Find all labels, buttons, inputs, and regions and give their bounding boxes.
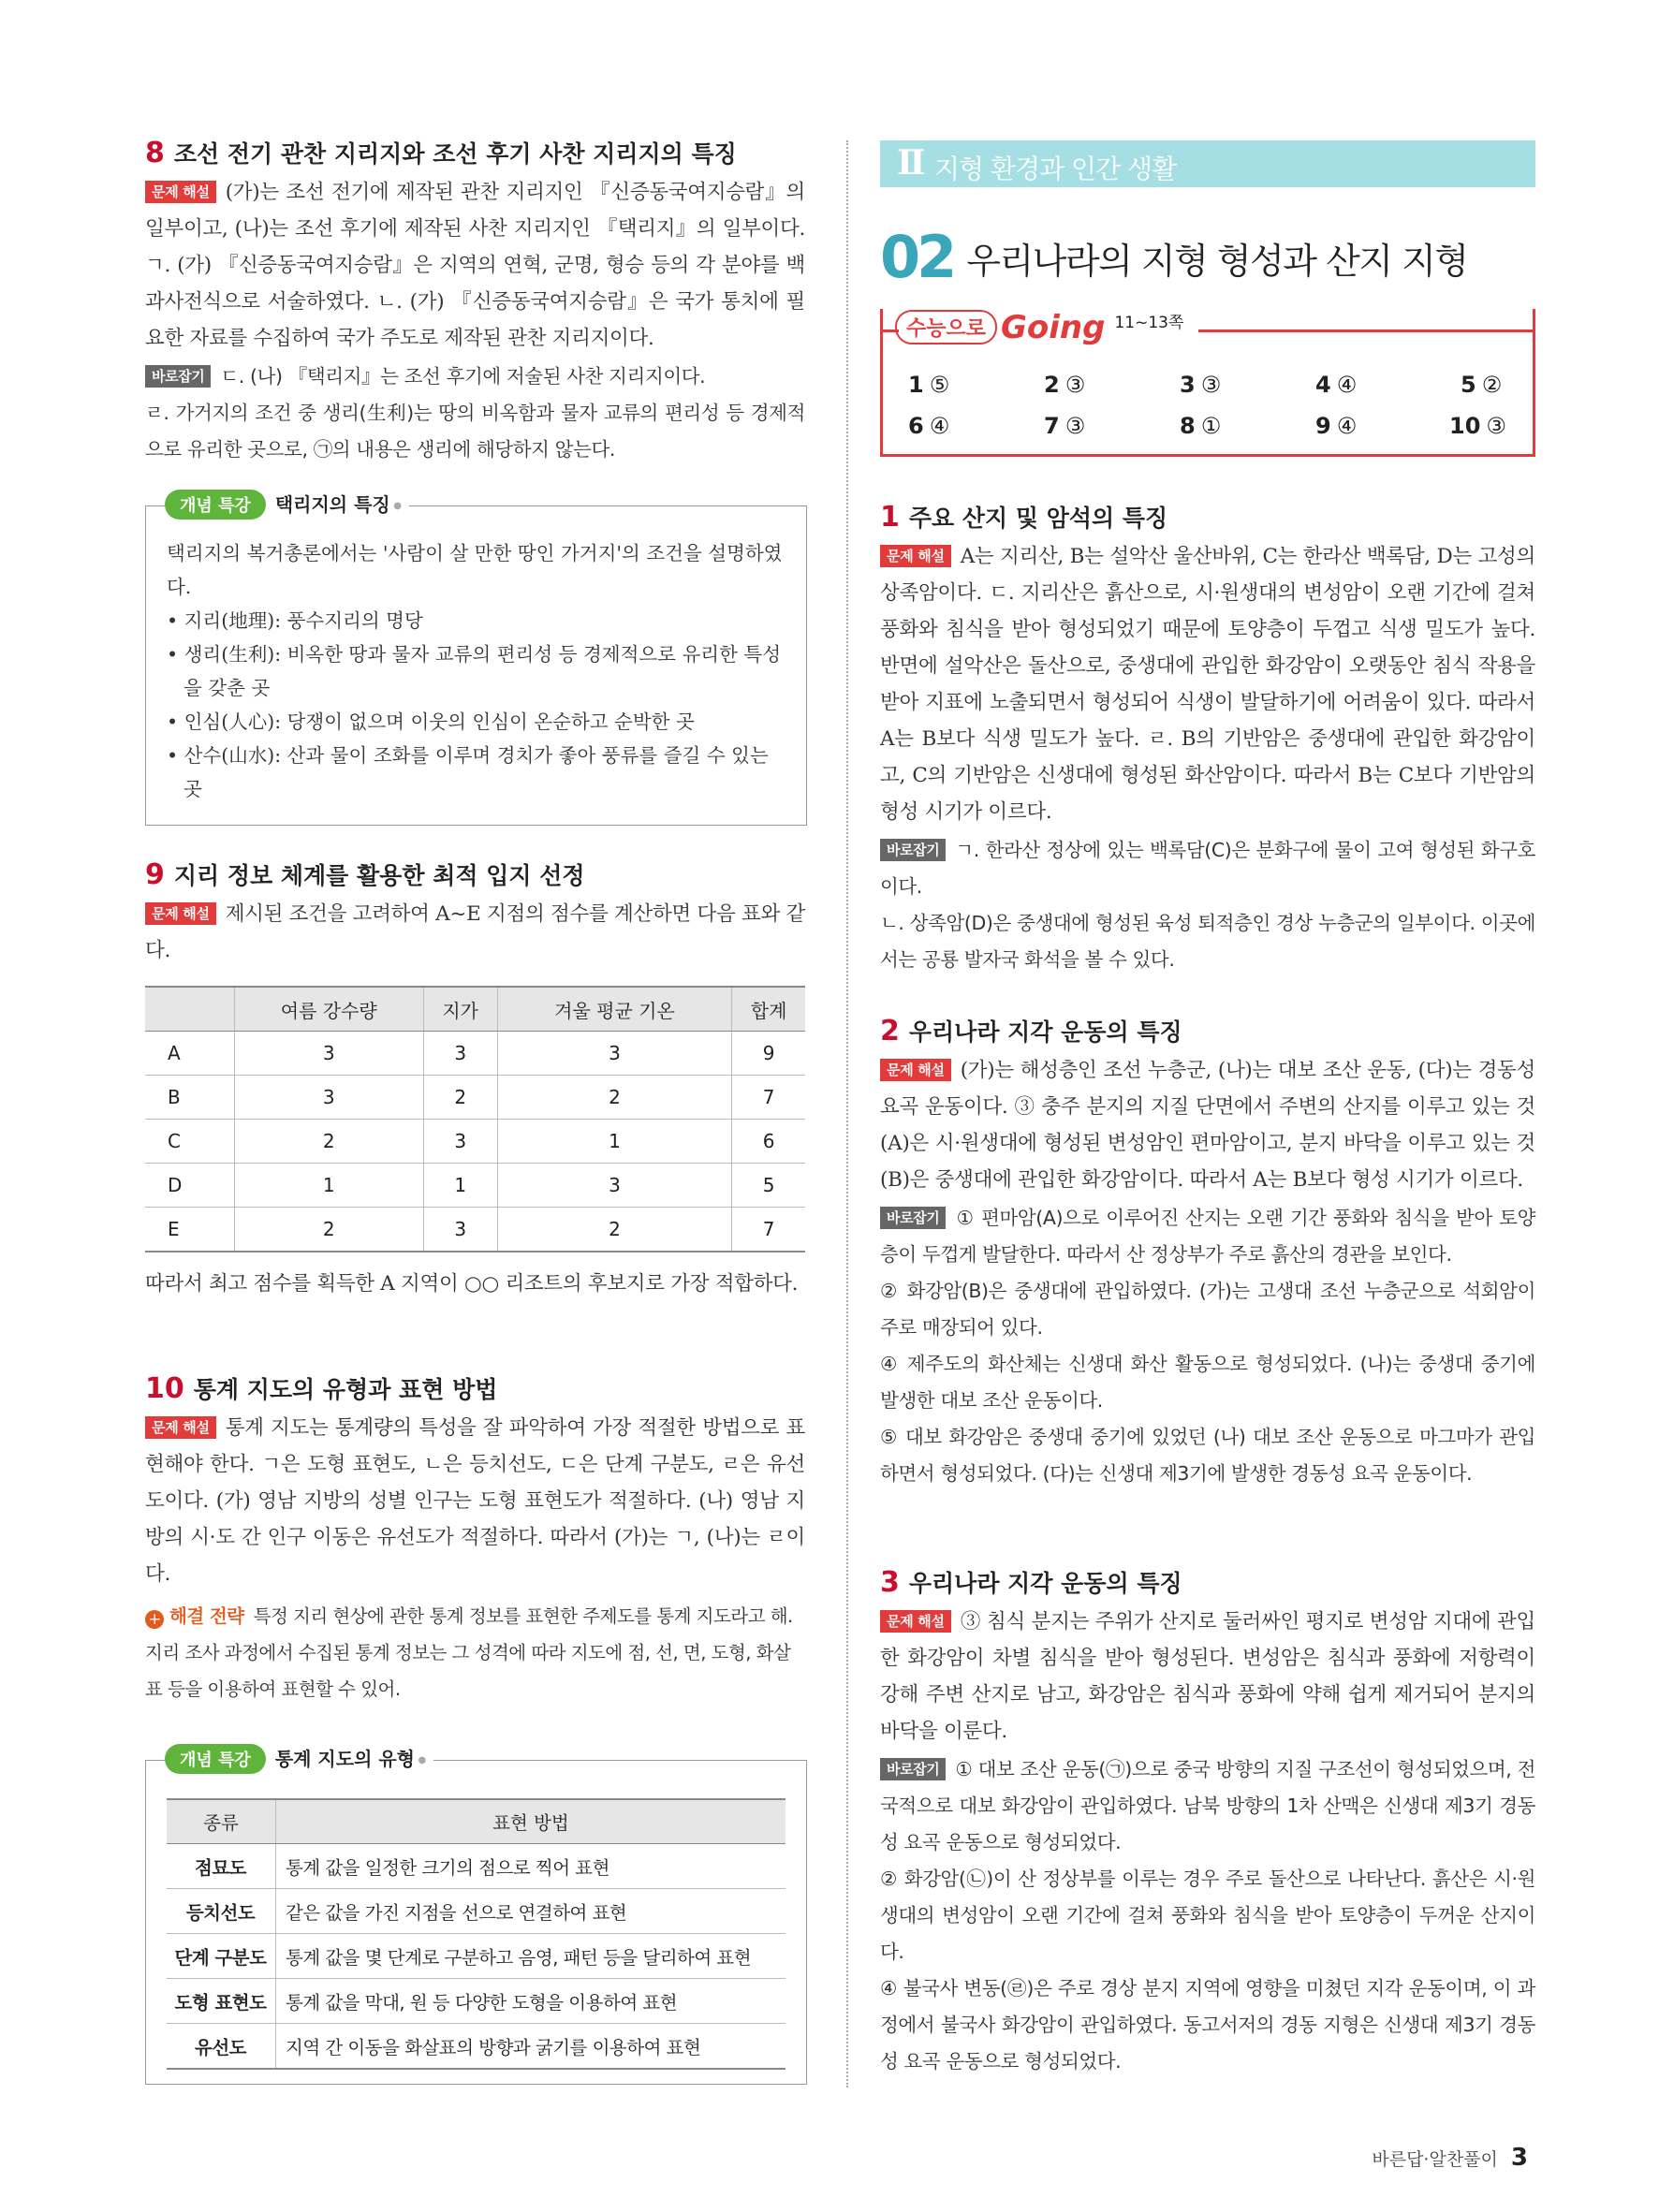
table-header [145, 987, 235, 1032]
table-cell: 2 [235, 1120, 424, 1164]
map-types-table [167, 1798, 785, 2070]
correction-paragraph [145, 359, 805, 395]
question-8-heading [145, 137, 805, 170]
table-cell: 6 [732, 1120, 805, 1164]
table-row [145, 1032, 805, 1076]
table-cell: D [145, 1164, 235, 1208]
table-cell: B [145, 1076, 235, 1120]
table-header: 여름 강수량 [235, 987, 424, 1032]
chapter-banner [880, 140, 1535, 187]
table-cell: 2 [497, 1208, 731, 1252]
question-9-heading [145, 858, 805, 892]
table-cell: 통계 값을 몇 단계로 구분하고 음영, 패턴 등을 달리하여 표현 [276, 1934, 786, 1979]
correction-tag: 바로잡기 [880, 1758, 946, 1780]
concept-box-taekriji [145, 493, 807, 826]
correction-paragraph: ㄴ. 상족암(D)은 중생대에 형성된 육성 퇴적층인 경상 누층군의 일부이다. 이곳에서는 공룡 발자국 화석을 볼 수 있다. [880, 912, 1535, 971]
solution-paragraph [880, 1604, 1535, 1750]
table-header: 종류 [167, 1799, 276, 1844]
table-cell: C [145, 1120, 235, 1164]
table-cell: 유선도 [167, 2024, 276, 2070]
concept-intro: 택리지의 복거총론에서는 '사람이 살 만한 땅인 가거지'의 조건을 설명하였다. [167, 542, 783, 598]
chapter-numeral: Ⅱ [897, 143, 926, 183]
question-number: 3 [880, 1566, 900, 1599]
table-cell: 2 [497, 1076, 731, 1120]
concept-body [146, 506, 806, 813]
going-header [895, 309, 1183, 346]
solution-paragraph [145, 896, 805, 969]
table-cell: 2 [235, 1208, 424, 1252]
concept-item: • 인심(人心): 당쟁이 없으며 이웃의 인심이 온순하고 순박한 곳 [167, 710, 695, 733]
answer-item: 9 ④ [1315, 413, 1358, 439]
question-1-heading [880, 501, 1535, 535]
table-cell: 등치선도 [167, 1889, 276, 1934]
table-cell: 3 [423, 1120, 497, 1164]
solution-paragraph [145, 1410, 805, 1592]
question-title: 우리나라 지각 운동의 특징 [908, 1570, 1182, 1597]
table-cell: 지역 간 이동을 화살표의 방향과 굵기를 이용하여 표현 [276, 2024, 786, 2070]
table-cell: 1 [235, 1164, 424, 1208]
correction-paragraph: ⑤ 대보 화강암은 중생대 중기에 있었던 (나) 대보 조산 운동으로 마그마가 관입하면서 형성되었다. (다)는 신생대 제3기에 발생한 경동성 요곡 운동이다. [880, 1426, 1535, 1485]
plus-icon: + [145, 1610, 164, 1629]
table-cell: 도형 표현도 [167, 1979, 276, 2024]
question-title: 주요 산지 및 암석의 특징 [908, 505, 1168, 532]
correction-paragraph: ④ 제주도의 화산체는 신생대 화산 활동으로 형성되었다. (나)는 중생대 중기에 발생한 대보 조산 운동이다. [880, 1353, 1535, 1412]
correction-paragraph [880, 832, 1535, 905]
question-2-heading [880, 1015, 1535, 1048]
question-title: 통계 지도의 유형과 표현 방법 [193, 1376, 498, 1403]
solution-tag: 문제 해설 [880, 1059, 951, 1081]
table-cell: 3 [423, 1032, 497, 1076]
question-2 [880, 1015, 1535, 1492]
table-cell: 7 [732, 1208, 805, 1252]
concept-box-statistical-maps [145, 1748, 807, 2085]
table-cell: 2 [423, 1076, 497, 1120]
solution-text: (가)는 조선 전기에 제작된 관찬 지리지인 『신증동국여지승람』의 일부이고, (나)는 조선 후기에 제작된 사찬 지리지인 『택리지』의 일부이다. ㄱ. (가) 『신증동국여지승람』은 지역의 연혁, 군명, 형승 등의 각 분야를 백과사전식으로 서술하였다. ㄴ. (가) 『신증동국여지승람』은 국가 통치에 필요한 자료를 수집하여 국가 주도로 제작된 관찬 지리지이다. [145, 181, 805, 350]
concept-table-wrap [146, 1761, 806, 2070]
table-header: 표현 방법 [276, 1799, 786, 1844]
answer-item: 6 ④ [908, 413, 950, 439]
correction-paragraph: ② 화강암(B)은 중생대에 관입하였다. (가)는 고생대 조선 누층군으로 석회암이 주로 매장되어 있다. [880, 1280, 1535, 1339]
question-10 [145, 1372, 805, 1707]
concept-pill: 개념 특강 [165, 1744, 266, 1774]
column-divider [846, 140, 848, 2087]
table-header: 지가 [423, 987, 497, 1032]
table-cell: 3 [497, 1164, 731, 1208]
correction-paragraph: ② 화강암(㉡)이 산 정상부를 이루는 경우 주로 돌산으로 나타난다. 흙산은 시·원생대의 변성암이 오랜 기간에 걸쳐 풍화와 침식을 받아 토양층이 두꺼운 산지이다. [880, 1868, 1535, 1963]
question-number: 10 [145, 1372, 184, 1405]
question-number: 8 [145, 137, 165, 169]
solution-text: 통계 지도는 통계량의 특성을 잘 파악하여 가장 적절한 방법으로 표현해야 한다. ㄱ은 도형 표현도, ㄴ은 등치선도, ㄷ은 단계 구분도, ㄹ은 유선도이다. (가) 영남 지방의 성별 인구는 도형 표현도가 적절하다. (나) 영남 지방의 시·도 간 인구 이동은 유선도가 적절하다. 따라서 (가)는 ㄱ, (나)는 ㄹ이다. [145, 1416, 805, 1586]
question-title: 조선 전기 관찬 지리지와 조선 후기 사찬 지리지의 특징 [173, 140, 737, 168]
solution-tag: 문제 해설 [145, 1416, 216, 1439]
question-3-heading [880, 1566, 1535, 1600]
strategy-tag: 해결 전략 [169, 1605, 244, 1627]
correction-tag: 바로잡기 [145, 365, 211, 388]
concept-item: • 지리(地理): 풍수지리의 명당 [167, 609, 423, 632]
question-10-heading [145, 1372, 805, 1406]
table-cell: 단계 구분도 [167, 1934, 276, 1979]
answer-item: 2 ③ [1044, 372, 1086, 398]
correction-paragraph: ㄹ. 가거지의 조건 중 생리(生利)는 땅의 비옥함과 물자 교류의 편리성 등 경제적으로 유리한 곳으로, ㉠의 내용은 생리에 해당하지 않는다. [145, 402, 805, 461]
correction-paragraph [880, 1751, 1535, 1861]
question-number: 1 [880, 501, 900, 534]
table-cell: 같은 값을 가진 지점을 선으로 연결하여 표현 [276, 1889, 786, 1934]
table-row [167, 2024, 785, 2070]
solution-tag: 문제 해설 [145, 181, 216, 203]
score-table [145, 986, 805, 1252]
suneung-label: 수능으로 [895, 310, 997, 344]
table-cell: E [145, 1208, 235, 1252]
going-box-top-right-border [1198, 330, 1535, 332]
concept-pill: 개념 특강 [165, 490, 266, 520]
table-row [145, 1164, 805, 1208]
answer-item: 8 ① [1180, 413, 1222, 439]
strategy-paragraph [145, 1598, 805, 1707]
table-row [167, 1934, 785, 1979]
table-row [167, 1889, 785, 1934]
solution-paragraph [145, 174, 805, 357]
table-cell: 3 [423, 1208, 497, 1252]
table-header: 합계 [732, 987, 805, 1032]
answer-item: 3 ③ [1180, 372, 1222, 398]
correction-paragraph [880, 1200, 1535, 1273]
page-footer [1372, 2144, 1528, 2172]
table-cell: 7 [732, 1076, 805, 1120]
answer-item: 7 ③ [1044, 413, 1086, 439]
correction-text: ㄱ. 한라산 정상에 있는 백록담(C)은 분화구에 물이 고여 형성된 화구호이다. [880, 839, 1535, 898]
concept-header [165, 1744, 433, 1774]
going-pages: 11~13쪽 [1114, 314, 1184, 332]
answer-item: 1 ⑤ [908, 372, 950, 398]
table-cell: 3 [497, 1032, 731, 1076]
table-cell: 3 [235, 1076, 424, 1120]
strategy-text: 특정 지리 현상에 관한 통계 정보를 표현한 주제도를 통계 지도라고 해. 지리 조사 과정에서 수집된 통계 정보는 그 성격에 따라 지도에 점, 선, 면, 도형, 화살표 등을 이용하여 표현할 수 있어. [145, 1605, 793, 1700]
solution-text: ③ 침식 분지는 주위가 산지로 둘러싸인 평지로 변성암 지대에 관입한 화강암이 차별 침식을 받아 형성된다. 변성암은 침식과 풍화에 저항력이 강해 주변 산지로 남고, 화강암은 침식과 풍화에 약해 쉽게 제거되어 분지의 바닥을 이룬다. [880, 1610, 1535, 1743]
solution-tag: 문제 해설 [880, 545, 951, 567]
concept-title: 통계 지도의 유형 ● [275, 1748, 426, 1770]
table-header-row [167, 1799, 785, 1844]
question-number: 9 [145, 858, 165, 891]
going-label: Going [1001, 309, 1106, 346]
table-header: 겨울 평균 기온 [497, 987, 731, 1032]
table-cell: 1 [423, 1164, 497, 1208]
lesson-number: 02 [880, 223, 954, 291]
table-header-row [145, 987, 805, 1032]
lesson-title: 우리나라의 지형 형성과 산지 지형 [966, 240, 1468, 282]
table-row [145, 1076, 805, 1120]
solution-paragraph [880, 1052, 1535, 1198]
question-9 [145, 858, 805, 1302]
table-cell: A [145, 1032, 235, 1076]
table-cell: 3 [235, 1032, 424, 1076]
correction-tag: 바로잡기 [880, 839, 946, 861]
conclusion-text: 따라서 최고 점수를 획득한 A 지역이 ○○ 리조트의 후보지로 가장 적합하다. [145, 1272, 799, 1296]
solution-tag: 문제 해설 [145, 902, 216, 925]
table-row [167, 1844, 785, 1889]
chapter-title: 지형 환경과 인간 생활 [934, 154, 1177, 184]
table-row [167, 1979, 785, 2024]
solution-text: 제시된 조건을 고려하여 A~E 지점의 점수를 계산하면 다음 표와 같다. [145, 902, 805, 962]
table-cell: 통계 값을 일정한 크기의 점으로 찍어 표현 [276, 1844, 786, 1889]
question-8 [145, 137, 805, 468]
concept-item: • 생리(生利): 비옥한 땅과 물자 교류의 편리성 등 경제적으로 유리한 특성을 갖춘 곳 [167, 643, 782, 699]
question-number: 2 [880, 1015, 900, 1047]
table-cell: 9 [732, 1032, 805, 1076]
solution-text: A는 지리산, B는 설악산 울산바위, C는 한라산 백록담, D는 고성의 상족암이다. ㄷ. 지리산은 흙산으로, 시·원생대의 변성암이 오랜 기간에 걸쳐 풍화와 침식을 받아 형성되었기 때문에 토양층이 두껍고 식생 밀도가 높다. 반면에 설악산은 돌산으로, 중생대에 관입한 화강암이 오랫동안 침식 작용을 받아 지표에 노출되면서 형성되어 식생이 발달하기에 어려움이 있다. 따라서 A는 B보다 식생 밀도가 높다. ㄹ. B의 기반암은 중생대에 관입한 화강암이고, C의 기반암은 신생대에 형성된 화산암이다. 따라서 B는 C보다 기반암의 형성 시기가 이르다. [880, 545, 1535, 824]
answer-item: 4 ④ [1315, 372, 1358, 398]
lesson-heading [880, 225, 1468, 290]
question-1 [880, 501, 1535, 978]
table-row [145, 1120, 805, 1164]
answer-item: 5 ② [1461, 372, 1503, 398]
table-cell: 1 [497, 1120, 731, 1164]
answer-item: 10 ③ [1449, 413, 1506, 439]
correction-text: ① 대보 조산 운동(㉠)으로 중국 방향의 지질 구조선이 형성되었으며, 전국적으로 대보 화강암이 관입하였다. 남북 방향의 1차 산맥은 신생대 제3기 경동성 요곡 운동으로 형성되었다. [880, 1758, 1535, 1853]
question-3 [880, 1566, 1535, 2080]
concept-item: • 산수(山水): 산과 물이 조화를 이루며 경치가 좋아 풍류를 즐길 수 있는 곳 [167, 744, 769, 800]
table-cell: 통계 값을 막대, 원 등 다양한 도형을 이용하여 표현 [276, 1979, 786, 2024]
footer-text: 바른답·알찬풀이 [1372, 2149, 1498, 2170]
correction-paragraph: ④ 불국사 변동(㉣)은 주로 경상 분지 지역에 영향을 미쳤던 지각 운동이며, 이 과정에서 불국사 화강암이 관입하였다. 동고서저의 경동 지형은 신생대 제3기 경동성 요곡 운동으로 형성되었다. [880, 1977, 1535, 2073]
table-cell: 5 [732, 1164, 805, 1208]
correction-tag: 바로잡기 [880, 1207, 946, 1229]
solution-paragraph [880, 538, 1535, 830]
question-title: 지리 정보 체계를 활용한 최적 입지 선정 [173, 862, 585, 889]
correction-text: ㄷ. (나) 『택리지』는 조선 후기에 저술된 사찬 지리지이다. [220, 365, 706, 388]
concept-title: 택리지의 특징 ● [275, 493, 402, 516]
question-title: 우리나라 지각 운동의 특징 [908, 1018, 1182, 1046]
page-number: 3 [1510, 2144, 1528, 2172]
solution-text: (가)는 해성층인 조선 누층군, (나)는 대보 조산 운동, (다)는 경동성 요곡 운동이다. ③ 충주 분지의 지질 단면에서 주변의 산지를 이루고 있는 것(A)은 시·원생대에 형성된 변성암인 편마암이고, 분지 바닥을 이루고 있는 것(B)은 중생대에 관입한 화강암이다. 따라서 A는 B보다 형성 시기가 이르다. [880, 1059, 1535, 1192]
concept-header [165, 490, 409, 520]
solution-tag: 문제 해설 [880, 1610, 951, 1633]
correction-text: ① 편마암(A)으로 이루어진 산지는 오랜 기간 풍화와 침식을 받아 토양층이 두껍게 발달한다. 따라서 산 정상부가 주로 흙산의 경관을 보인다. [880, 1207, 1535, 1266]
table-row [145, 1208, 805, 1252]
table-cell: 점묘도 [167, 1844, 276, 1889]
